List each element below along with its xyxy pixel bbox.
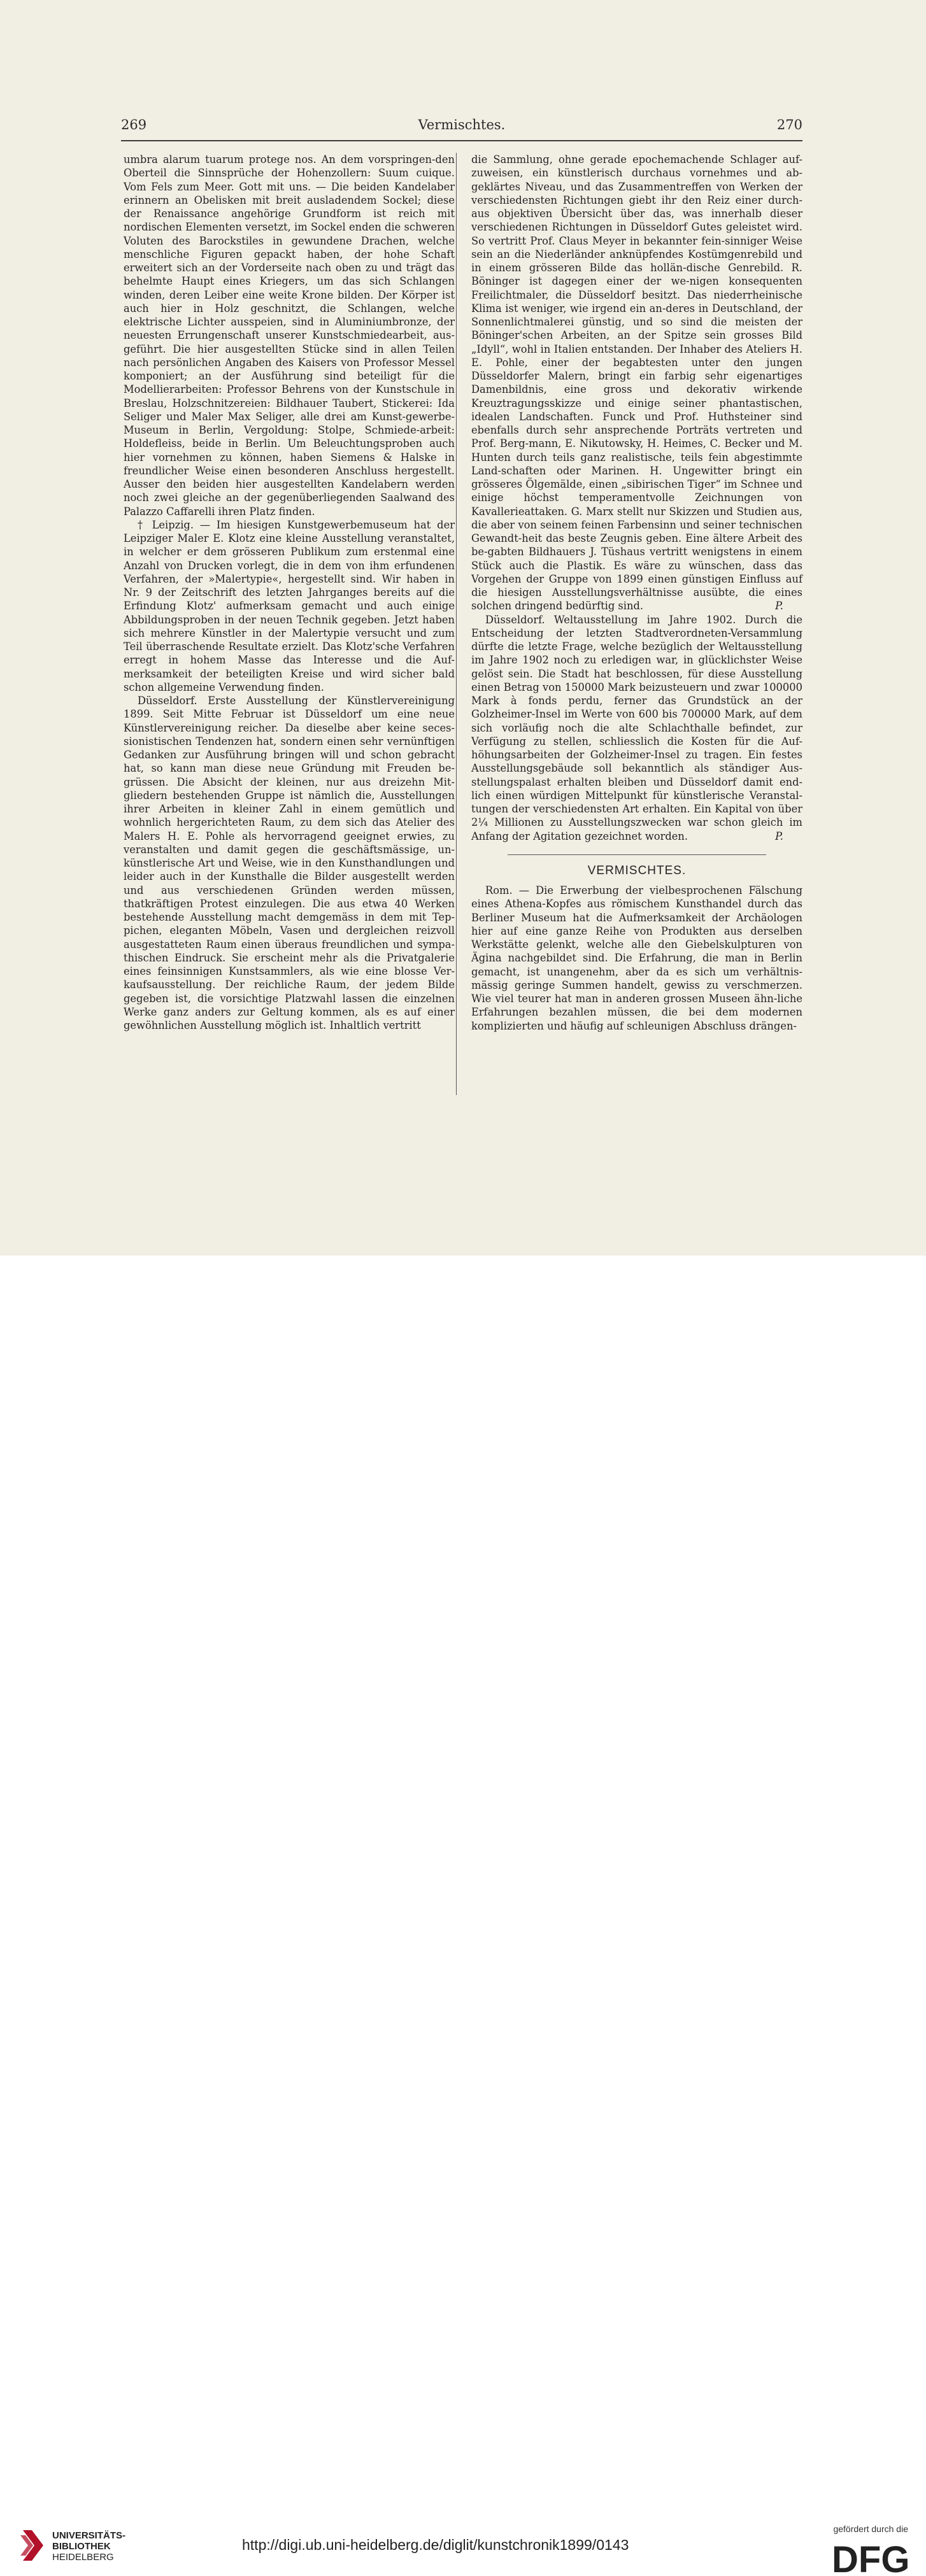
permalink-url[interactable]: http://digi.ub.uni-heidelberg.de/diglit/kunstchronik1899/0143 [242, 2537, 629, 2553]
university-library-logo-icon [20, 2526, 46, 2565]
library-name [52, 2530, 125, 2563]
dfg-logo-icon [830, 2538, 909, 2576]
header-rule [121, 140, 802, 141]
library-line-2: BIBLIOTHEK [52, 2541, 111, 2552]
left-paragraph-1: umbra alarum tuarum protege nos. An dem vorspringen-den Oberteil die Sinnsprüche der Hohenzollern: Suum cuique. Vom Fels zum Meer. Gott mit uns. — Die beiden Kandelaber erinnern an Obelisken mit breit ausladendem Sockel; diese der Renaissance angehörige Grundform ist reich mit nordischen Elementen versetzt, im Sockel enden die schweren Voluten des Barockstiles in gewundene Drachen, welche menschliche Figuren gepackt haben, der hohe Schaft erweitert sich an der Vorderseite nach oben zu und trägt das behelmte Haupt eines Kriegers, um das sich Schlangen winden, deren Leiber eine weite Krone bilden. Der Körper ist auch hier in Holz geschnitzt, die Schlangen, welche elektrische Lichter ausspeien, sind in Aluminiumbronze, der neuesten Errungenschaft unserer Kunstschmiedearbeit, aus-geführt. Die hier ausgestellten Stücke sind in allen Teilen nach persönlichen Angaben des Kaisers von Professor Messel komponiert; an der Ausführung sind beteiligt für die Modellierarbeiten: Professor Behrens von der Kunstschule in Breslau, Holzschnitzereien: Bildhauer Taubert, Stickerei: Ida Seliger und Maler Max Seliger, alle drei am Kunst-gewerbe-Museum in Berlin, Vergoldung: Stolpe, Schmiede-arbeit: Holdefleiss, beide in Berlin. Um Beleuchtungsproben auch hier vornehmen zu können, haben Siemens & Halske in freundlicher Weise einen besonderen Anschluss hergestellt. Ausser den beiden hier ausgestellten Kandelabern werden noch zwei gleiche an der gegenüberliegenden Saalwand des Palazzo Caffarelli ihren Platz finden. [124, 153, 455, 518]
funding-caption: gefördert durch die [833, 2524, 908, 2534]
left-paragraph-2: † Leipzig. — Im hiesigen Kunstgewerbemuseum hat der Leipziger Maler E. Klotz eine kleine Ausstellung veranstaltet, in welcher er dem grösseren Publikum zum erstenmal eine Anzahl von Drucken vorlegt, die in dem von ihm erfundenen Verfahren, der »Malertypie«, hergestellt sind. Wir haben in Nr. 9 der Zeitschrift des letzten Jahrganges bereits auf die Erfindung Klotz' aufmerksam gemacht und auch einige Abbildungsproben in der neuen Technik gegeben. Jetzt haben sich mehrere Künstler in der Malertypie versucht und zum Teil überraschende Resultate erzielt. Das Klotz'sche Verfahren erregt in hohem Masse das Interesse und die Auf-merksamkeit der beteiligten Kreise und wird sicher bald schon allgemeine Verwendung finden. [124, 518, 455, 693]
right-paragraph-1 [471, 153, 802, 613]
right-paragraph-2-text: Düsseldorf. Weltausstellung im Jahre 1902. Durch die Entscheidung der letzten Stadtverordneten-Versammlung dürfte die letzte Frage, welche bezüglich der Weltausstellung im Jahre 1902 noch zu erledigen war, in glücklichster Weise gelöst sein. Die Stadt hat beschlossen, für diese Ausstellung einen Betrag von 150000 Mark beizusteuern und zwar 100000 Mark à fonds perdu, ferner das Grundstück an der Golzheimer-Insel im Werte von 600 bis 700000 Mark, auf dem sich vorläufig noch die alte Schlachthalle befindet, zur Verfügung zu stellen, schliesslich die Kosten für die Auf-höhungsarbeiten der Golzheimer-Insel zu tragen. Ein festes Ausstellungsgebäude soll bekanntlich als ständiger Aus-stellungspalast erhalten bleiben und Düsseldorf damit end-lich einen würdigen Mittelpunkt für künstlerische Veranstal-tungen der verschiedensten Art erhalten. Ein Kapital von über 2¼ Millionen zu Ausstellungszwecken war schon gleich im Anfang der Agitation gezeichnet worden. [471, 613, 802, 842]
page-number-right: 270 [776, 117, 802, 132]
page-number-left: 269 [121, 117, 147, 132]
page-header [121, 117, 802, 139]
signature-2: P. [775, 830, 783, 842]
column-divider [456, 153, 457, 1095]
signature-1: P. [775, 600, 783, 612]
left-paragraph-3: Düsseldorf. Erste Ausstellung der Künstlervereinigung 1899. Seit Mitte Februar ist Düsseldorf um eine neue Künstlervereinigung reicher. Da dieselbe aber keine seces-sionistischen Tendenzen hat, sondern einen sehr vernünftigen Gedanken zur Ausführung bringen will und schon gebracht hat, so kann man diese neue Gründung mit Freuden be-grüssen. Die Absicht der kleinen, nur aus dreizehn Mit-gliedern bestehenden Gruppe ist nämlich die, Ausstellungen ihrer Arbeiten in kleiner Zahl in einem gemütlich und wohnlich hergerichteten Raum, zu dem sich das Atelier des Malers H. E. Pohle als hervorragend geeignet erwies, zu veranstalten und damit gegen die geschäftsmässige, un-künstlerische Art und Weise, wie in den Kunsthandlungen und leider auch in der Kunsthalle die Bilder ausgestellt werden und aus verschiedenen Gründen werden müssen, thatkräftigen Protest einzulegen. Die aus etwa 40 Werken bestehende Ausstellung macht demgemäss in dem mit Tep-pichen, eleganten Möbeln, Vasen und dergleichen reizvoll ausgestatteten Raum einen überaus freundlichen und sympa-thischen Eindruck. Sie erscheint mehr als die Privatgalerie eines feinsinnigen Kunstsammlers, als wie eine blosse Ver-kaufsausstellung. Der reichliche Raum, der jedem Bilde gegeben ist, die vorsichtige Platzwahl lassen die einzelnen Werke ganz anders zur Geltung kommen, als es auf einer gewöhnlichen Ausstellung möglich ist. Inhaltlich vertritt [124, 695, 455, 1031]
left-column [124, 153, 455, 1032]
right-paragraph-3: Rom. — Die Erwerbung der vielbesprochenen Fälschung eines Athena-Kopfes aus römischem Kunsthandel durch das Berliner Museum hat die Aufmerksamkeit der Archäologen hier auf eine ganze Reihe von Produkten aus derselben Werkstätte gelenkt, welche alle den Giebelskulpturen von Ägina nachgebildet sind. Die Erfahrung, die man in Berlin gemacht, ist unangenehm, aber da es sich um verhältnis-mässig geringe Summen handelt, gewiss zu verschmerzen. Wie viel teurer hat man in anderen grossen Museen ähn-liche Erfahrungen bezahlen müssen, die bei dem modernen komplizierten und häufig auf schleunigen Abschluss drängen- [471, 884, 802, 1032]
scanned-page [0, 0, 926, 1256]
library-line-3: HEIDELBERG [52, 2552, 114, 2563]
right-paragraph-2 [471, 613, 802, 843]
footer-bar [0, 1256, 926, 2576]
right-column [471, 153, 802, 1033]
library-line-1: UNIVERSITÄTS- [52, 2530, 126, 2541]
running-title: Vermischtes. [418, 117, 506, 132]
dfg-logo-text: DFG [832, 2539, 909, 2576]
right-paragraph-1-text: die Sammlung, ohne gerade epochemachende Schlager auf-zuweisen, ein künstlerisch durchaus vornehmes und ab-geklärtes Niveau, und das Zusammentreffen von Werken der verschiedensten Richtungen giebt ihr den Reiz einer durch-aus objektiven Übersicht über das, was innerhalb dieser verschiedenen Richtungen in Düsseldorf Gutes geleistet wird. So vertritt Prof. Claus Meyer in bekannter fein-sinniger Weise sein an die Niederländer anknüpfendes Kostümgenrebild und in einem grösseren Bilde das hollän-dische Genrebild. R. Böninger ist dagegen einer der we-nigen konsequenten Freilichtmaler, die Düsseldorf besitzt. Das niederrheinische Klima ist weniger, wie irgend ein an-deres in Deutschland, der Sonnenlichtmalerei günstig, und so sind die meisten der Böninger'schen Arbeiten, an der Spitze sein grosses Bild „Idyll“, wohl in Italien entstanden. Der Inhaber des Ateliers H. E. Pohle, einer der begabtesten unter den jungen Düsseldorfer Malern, bringt ein farbig sehr eigenartiges Damenbildnis, eine gross und dekorativ wirkende Kreuztragungsskizze und einige seiner phantastischen, idealen Landschaften. Funck und Prof. Huthsteiner sind ebenfalls durch sehr ansprechende Porträts vertreten und Prof. Berg-mann, E. Nikutowsky, H. Heimes, C. Becker und M. Hunten durch teils ganz realistische, teils fein abgestimmte Land-schaften oder Marinen. H. Ungewitter bringt ein grösseres Ölgemälde, einen „sibirischen Tiger“ im Schnee und einige höchst temperamentvolle Zeichnungen von Kavallerieattaken. G. Marx stellt nur Skizzen und Studien aus, die aber von seinem feinen Farbensinn und seiner technischen Gewandt-heit das beste Zeugnis geben. Eine ältere Arbeit des be-gabten Bildhauers J. Tüshaus vertritt wenigstens in einem Stück auch die Plastik. Es wäre zu wünschen, dass das Vorgehen der Gruppe von 1899 einen günstigen Einfluss auf die hiesigen Ausstellungsverhältnisse ausübte, die eines solchen dringend bedürftig sind. [471, 153, 802, 612]
section-rule [508, 854, 766, 855]
section-title: VERMISCHTES. [587, 863, 687, 877]
